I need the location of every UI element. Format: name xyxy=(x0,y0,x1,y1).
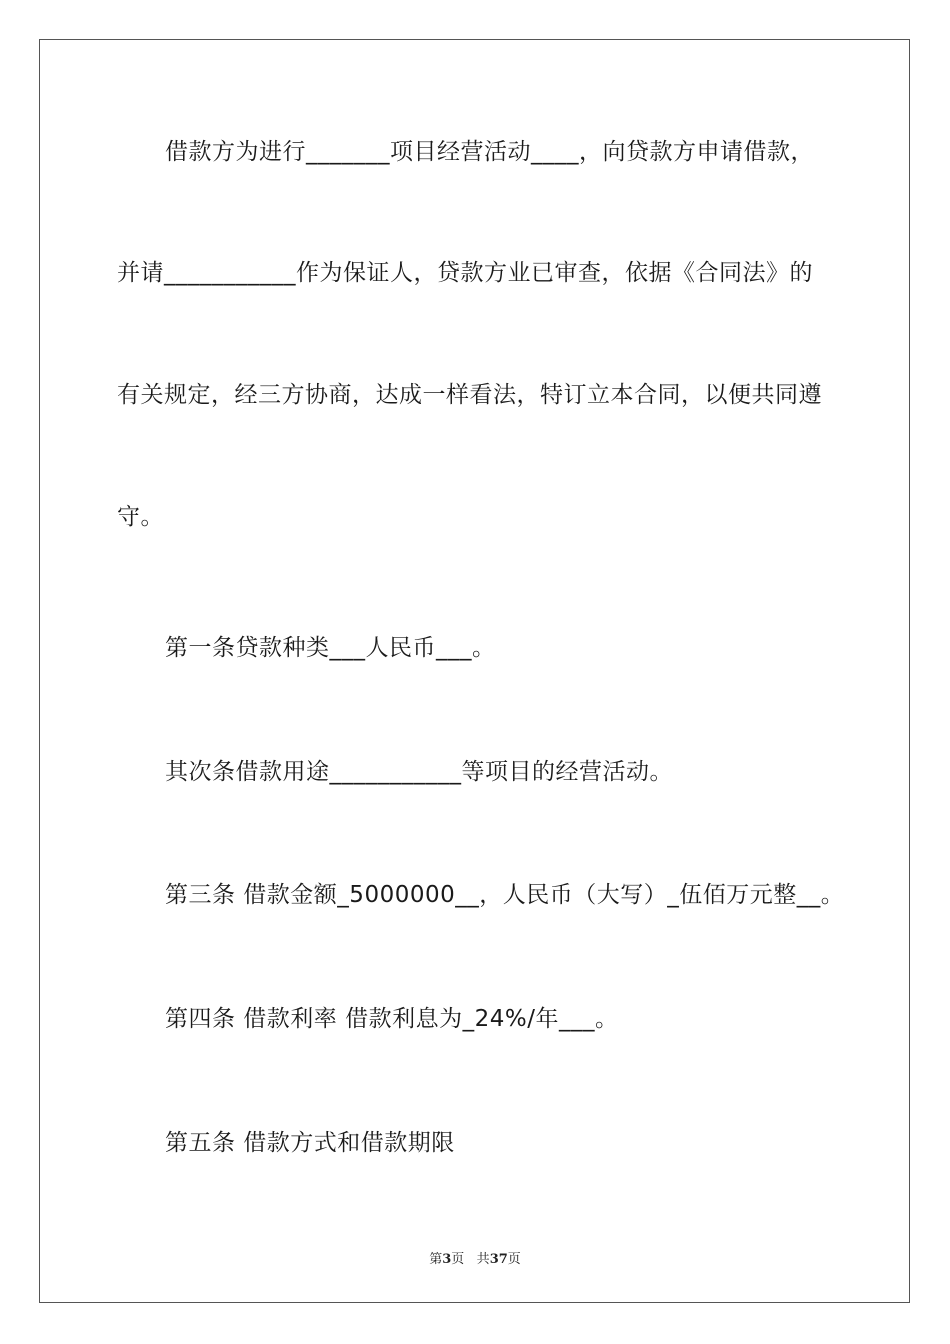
paragraph-line-3: 有关规定，经三方协商，达成一样看法，特订立本合同，以便共同遵 xyxy=(117,382,822,408)
paragraph-line-1: 借款方为进行_______项目经营活动____，向贷款方申请借款， xyxy=(165,139,814,165)
footer-total-prefix: 共 xyxy=(476,1252,490,1267)
clause-2: 其次条借款用途___________等项目的经营活动。 xyxy=(165,759,673,785)
clause-4: 第四条 借款利率 借款利息为_24%/年___。 xyxy=(165,1006,619,1032)
clause-1: 第一条贷款种类___人民币___。 xyxy=(165,635,496,661)
paragraph-line-2: 并请___________作为保证人，贷款方业已审查，依据《合同法》的 xyxy=(117,260,813,286)
paragraph-line-4: 守。 xyxy=(117,504,164,530)
clause-3: 第三条 借款金额_5000000__，人民币（大写）_伍佰万元整__。 xyxy=(165,882,845,908)
page-border xyxy=(39,39,910,1303)
footer-page-suffix: 页 xyxy=(451,1252,465,1267)
footer-total-pages: 37 xyxy=(489,1252,508,1267)
footer-page-number: 3 xyxy=(442,1252,452,1267)
clause-5: 第五条 借款方式和借款期限 xyxy=(165,1130,455,1156)
footer-total-suffix: 页 xyxy=(507,1252,521,1267)
page-footer xyxy=(0,1248,950,1267)
footer-prefix: 第 xyxy=(429,1252,443,1267)
